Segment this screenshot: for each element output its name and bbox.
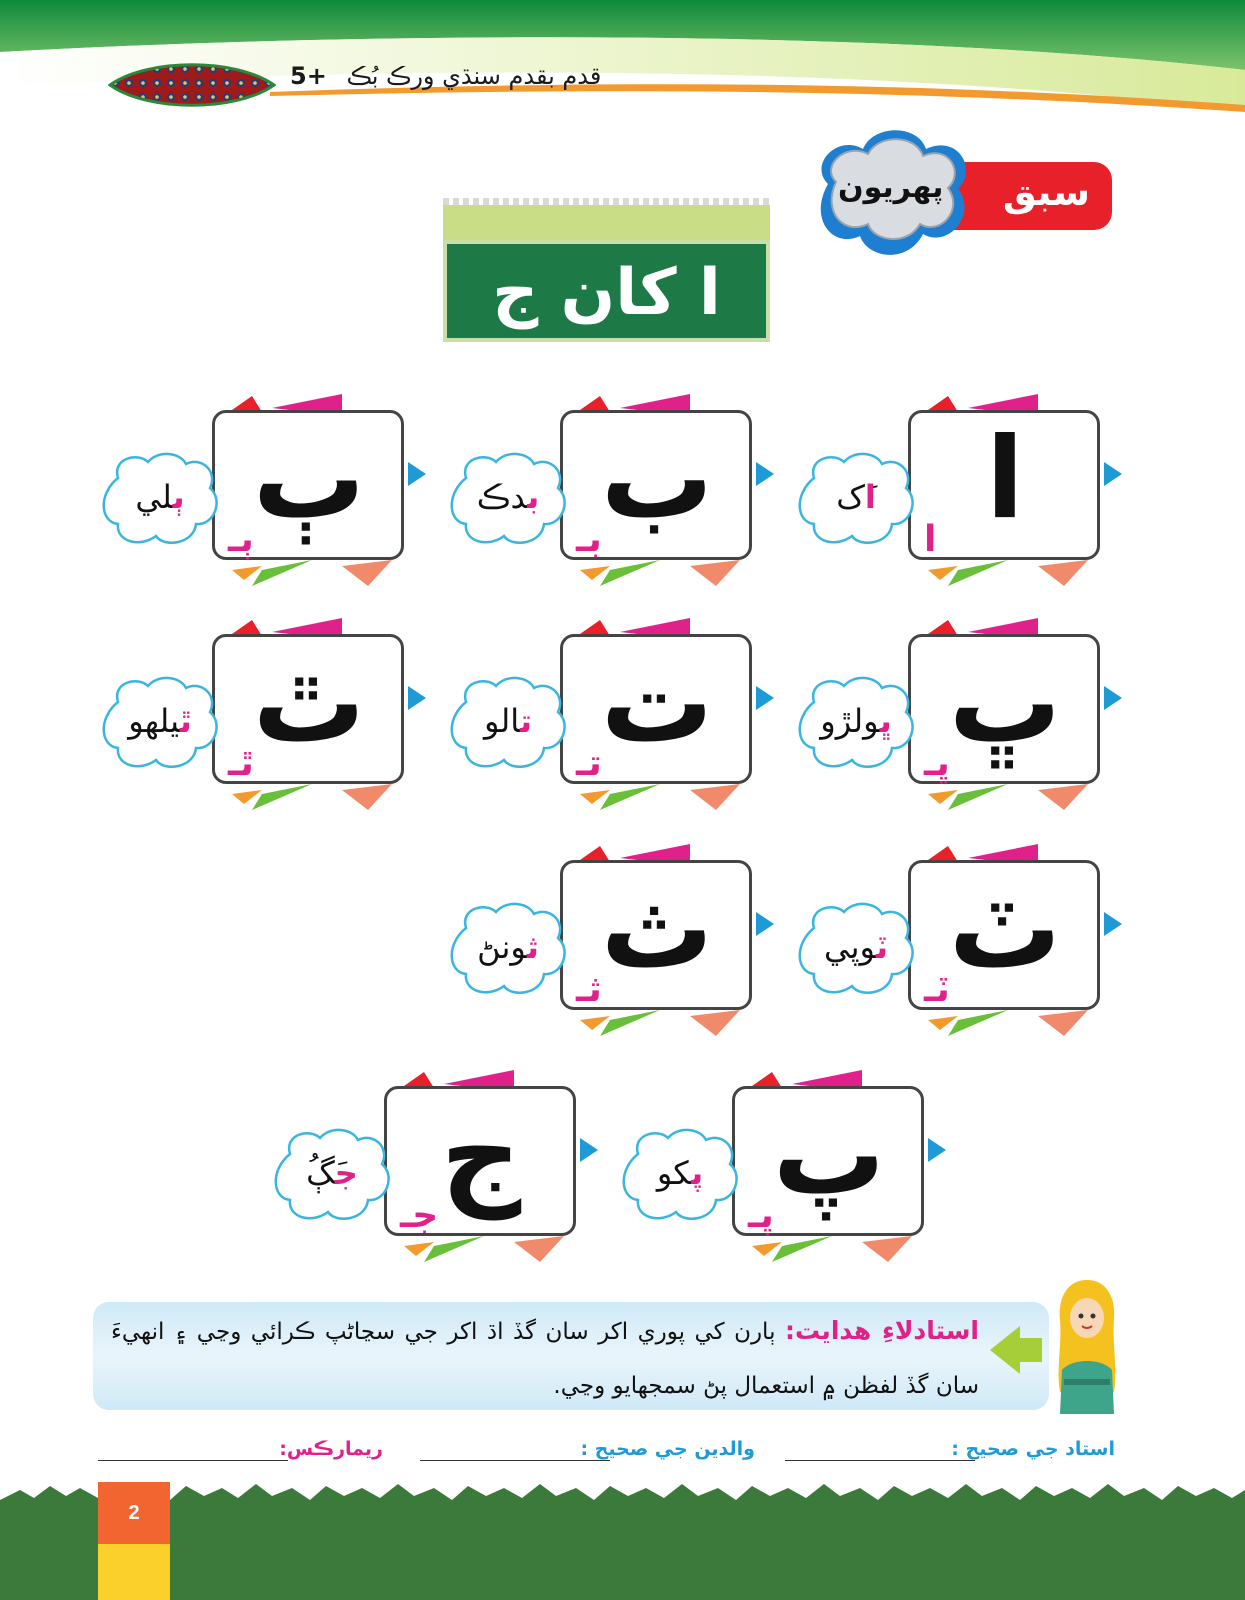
example-word	[794, 702, 918, 740]
example-word	[446, 928, 570, 966]
example-word	[618, 1154, 742, 1192]
grass-footer	[0, 1478, 1245, 1600]
word-rest: َڳُ	[306, 1154, 335, 1192]
word-bubble	[794, 448, 918, 552]
pointer-triangle-icon	[580, 1138, 598, 1162]
word-bubble	[794, 898, 918, 1002]
letter-card	[384, 1086, 582, 1242]
letter-initial-form: بـ	[576, 519, 602, 560]
word-bubble	[618, 1124, 742, 1228]
letter-card	[908, 410, 1106, 566]
word-bubble	[446, 672, 570, 776]
teacher-signature-line[interactable]	[785, 1460, 975, 1461]
letter-initial-form: ثـ	[576, 969, 602, 1010]
teacher-signature-label: استاد جي صحيح :	[951, 1438, 1115, 1460]
board-title: ا کان ج	[492, 256, 721, 330]
word-rest: الو	[483, 702, 520, 740]
letter-card	[732, 1086, 930, 1242]
title-board	[443, 240, 770, 342]
pointer-triangle-icon	[408, 462, 426, 486]
word-rest: کو	[656, 1154, 692, 1192]
word-bubble	[98, 448, 222, 552]
word-rest: َک	[836, 478, 865, 516]
letter-card	[560, 634, 758, 790]
word-bubble	[270, 1124, 394, 1228]
letter-full: ڀ	[948, 638, 1062, 768]
example-word	[794, 478, 918, 516]
pointer-triangle-icon	[1104, 912, 1122, 936]
example-word	[98, 478, 222, 516]
letter-full: ج	[440, 1090, 522, 1220]
example-word	[446, 478, 570, 516]
word-rest: دڪ	[476, 478, 528, 516]
letter-card	[908, 860, 1106, 1016]
letter-full: ث	[600, 864, 714, 994]
word-rest: لي	[135, 478, 173, 516]
book-title-text: قدم بقدم سنڌي ورڪ بُڪ	[346, 62, 602, 90]
example-word	[98, 702, 222, 740]
letter-card	[560, 860, 758, 1016]
word-rest: ولڙو	[820, 702, 880, 740]
word-bubble	[446, 898, 570, 1002]
teacher-note-label: استادلاءِ هدايت:	[784, 1316, 980, 1345]
letter-card	[560, 410, 758, 566]
word-rest: وپي	[823, 928, 877, 966]
lesson-name: پهريون	[838, 170, 944, 205]
arrow-left-icon	[990, 1320, 1042, 1380]
pointer-triangle-icon	[756, 686, 774, 710]
letter-card	[908, 634, 1106, 790]
letter-initial-form: پـ	[748, 1195, 774, 1236]
teacher-note	[93, 1302, 1049, 1410]
letter-initial-form: ٽـ	[924, 969, 950, 1010]
teacher-note-text	[111, 1304, 979, 1413]
word-bubble	[98, 672, 222, 776]
word-first-letter: ٿ	[179, 702, 192, 740]
pointer-triangle-icon	[756, 912, 774, 936]
letter-initial-form: جـ	[400, 1195, 439, 1236]
lesson-tag	[950, 162, 1112, 230]
example-word	[794, 928, 918, 966]
letter-full: ت	[600, 638, 714, 768]
remarks-line[interactable]	[98, 1460, 288, 1461]
teacher-note-body: ٻارن کي پوري اکر سان گڏ اڌ اکر جي سڃاڻپ ڪرائي وڃي ۽ انهيءَ سان گڏ لفظن ۾ استعمال پڻ سمجهايو وڃي.	[111, 1319, 979, 1399]
letter-full: ا	[985, 414, 1025, 544]
letter-initial-form: ٿـ	[228, 743, 254, 784]
pointer-triangle-icon	[1104, 462, 1122, 486]
letter-full: پ	[772, 1090, 886, 1220]
word-rest: ونڻ	[477, 928, 527, 966]
word-first-letter: ت	[520, 702, 533, 740]
letter-full: ٻ	[252, 414, 366, 544]
word-first-letter: ا	[864, 478, 876, 516]
letter-full: ٽ	[948, 864, 1062, 994]
remarks-label: ريمارڪس:	[279, 1438, 383, 1460]
word-first-letter: ب	[527, 478, 540, 516]
word-first-letter: ڀ	[879, 702, 892, 740]
ajrak-emblem-icon	[108, 62, 276, 108]
word-first-letter: ج	[334, 1154, 358, 1192]
word-bubble	[794, 672, 918, 776]
example-word	[270, 1154, 394, 1192]
lesson-tag-label: سبق	[1002, 170, 1090, 214]
letter-card	[212, 634, 410, 790]
word-bubble	[446, 448, 570, 552]
board-header	[443, 205, 770, 243]
page-number: 2	[98, 1482, 170, 1544]
pointer-triangle-icon	[928, 1138, 946, 1162]
letter-initial-form: ڀـ	[924, 743, 950, 784]
pointer-triangle-icon	[756, 462, 774, 486]
book-title	[290, 62, 601, 90]
letter-card	[212, 410, 410, 566]
letter-initial-form: تـ	[576, 743, 602, 784]
grade-level: 5+	[290, 62, 327, 90]
page-number-accent	[98, 1544, 170, 1600]
letter-initial-form: ا	[924, 519, 937, 560]
teacher-illustration-icon	[1048, 1274, 1126, 1414]
word-first-letter: ث	[526, 928, 539, 966]
parents-signature-line[interactable]	[420, 1460, 610, 1461]
pointer-triangle-icon	[408, 686, 426, 710]
word-first-letter: ٻ	[172, 478, 185, 516]
example-word	[446, 702, 570, 740]
parents-signature-label: والدين جي صحيح :	[580, 1438, 755, 1460]
pointer-triangle-icon	[1104, 686, 1122, 710]
letter-full: ٿ	[252, 638, 366, 768]
word-first-letter: ٽ	[876, 928, 889, 966]
letter-initial-form: ٻـ	[228, 519, 254, 560]
word-rest: يلهو	[128, 702, 180, 740]
letter-full: ب	[600, 414, 714, 544]
word-first-letter: پ	[691, 1154, 704, 1192]
